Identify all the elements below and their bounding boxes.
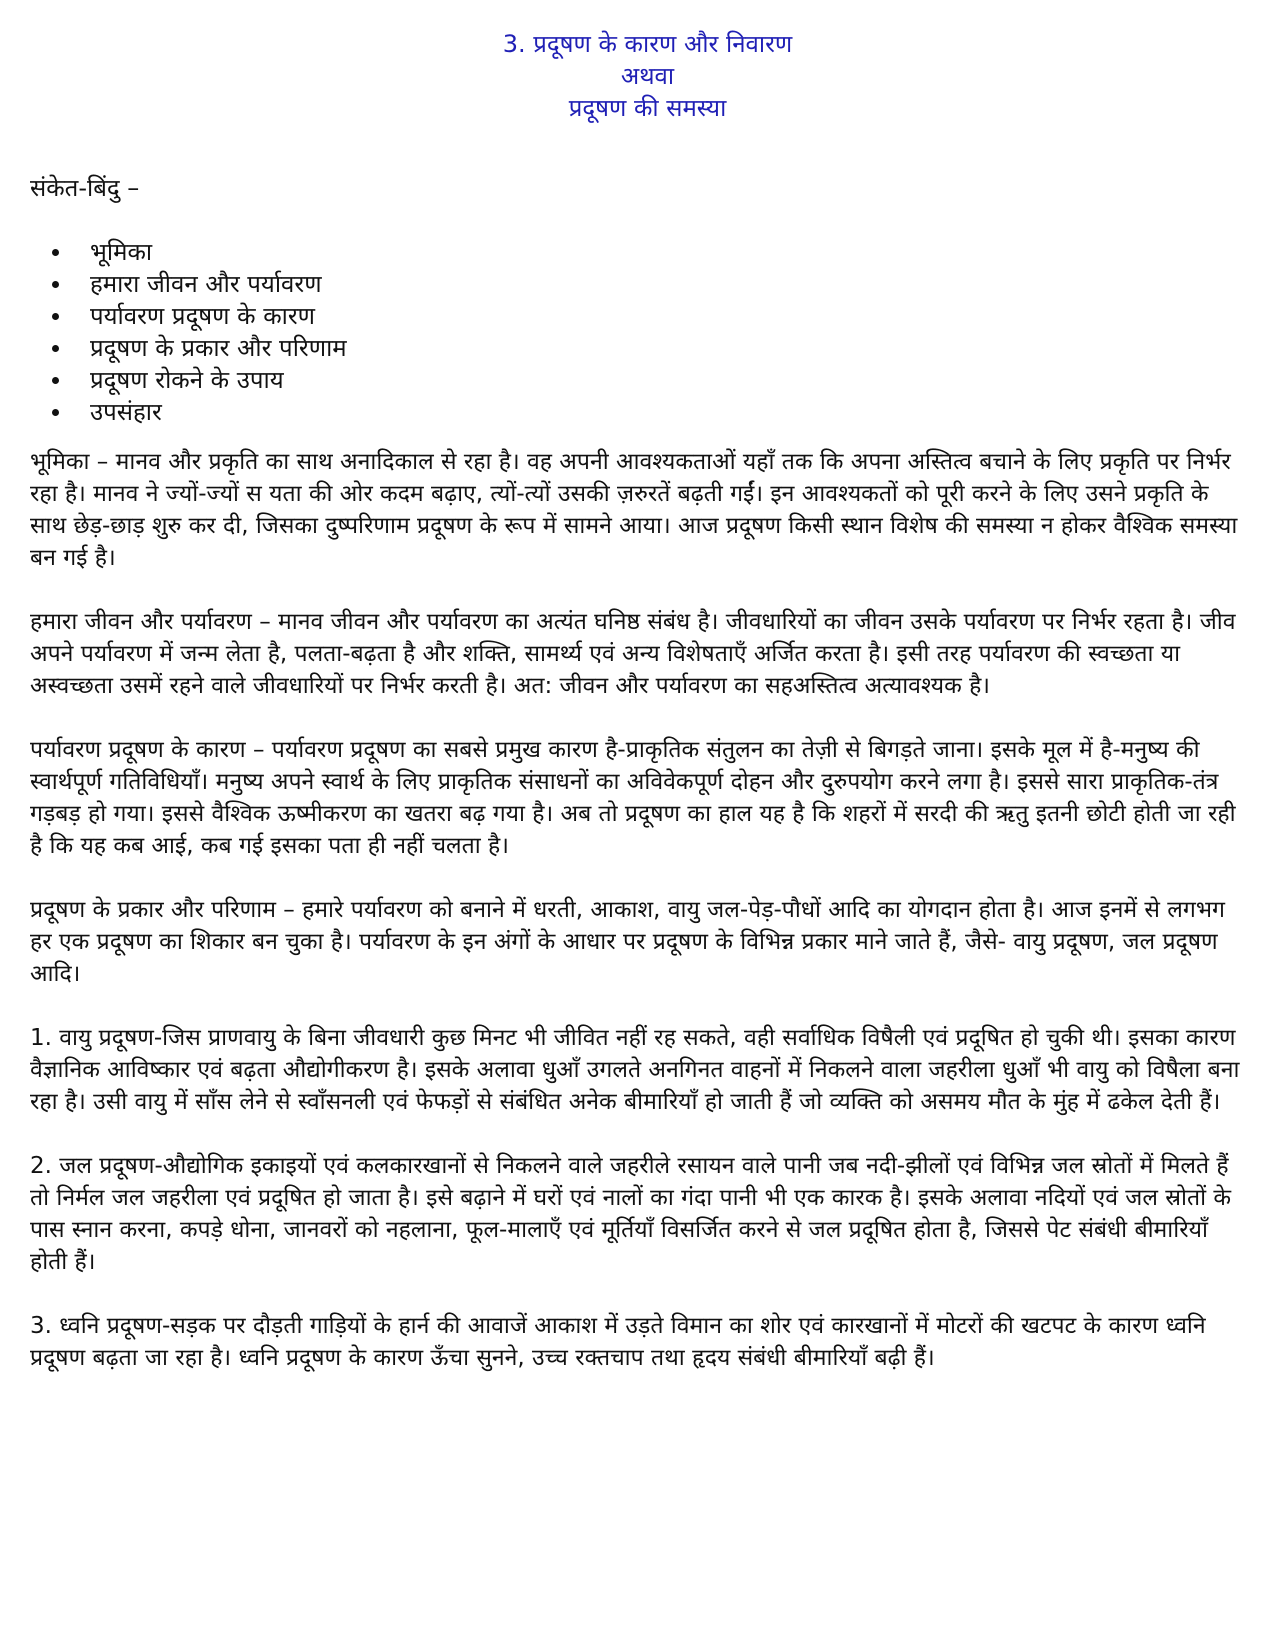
paragraph-noise-pollution: 3. ध्वनि प्रदूषण-सड़क पर दौड़ती गाड़ियों के हार्न की आवाजें आकाश में उड़ते विमान का शोर एवं कारखानों में मोटरों की खटपट के कारण ध्वनि प्रदूषण बढ़ता जा रहा है। ध्वनि प्रदूषण के कारण ऊँचा सुनने, उच्च रक्तचाप तथा हृदय संबंधी बीमारियाँ बढ़ी हैं। <box>30 1313 1206 1371</box>
paragraph-introduction: भूमिका – मानव और प्रकृति का साथ अनादिकाल से रहा है। वह अपनी आवश्यकताओं यहाँ तक कि अपना अस्तित्व बचाने के लिए प्रकृति पर निर्भर रहा है। मानव ने ज्यों-ज्यों स यता की ओर कदम बढ़ाए, त्यों-त्यों उसकी ज़रुरतें बढ़ती गईं। इन आवश्यकतों को पूरी करने के लिए उसने प्रकृति के साथ छेड़-छाड़ शुरु कर दी, जिसका दुष्परिणाम प्रदूषण के रूप में सामने आया। आज प्रदूषण किसी स्थान विशेष की समस्या न होकर वैश्विक समस्या बन गई है। <box>30 449 1238 571</box>
list-item-text: प्रदूषण के प्रकार और परिणाम <box>90 334 347 362</box>
list-item-text: उपसंहार <box>90 398 162 426</box>
paragraph-causes: पर्यावरण प्रदूषण के कारण – पर्यावरण प्रदूषण का सबसे प्रमुख कारण है-प्राकृतिक संतुलन का तेज़ी से बिगड़ते जाना। इसके मूल में है-मनुष्य की स्वार्थपूर्ण गतिविधियाँ। मनुष्य अपने स्वार्थ के लिए प्राकृतिक संसाधनों का अविवेकपूर्ण दोहन और दुरुपयोग करने लगा है। इससे सारा प्राकृतिक-तंत्र गड़बड़ हो गया। इससे वैश्विक ऊष्मीकरण का खतरा बढ़ गया है। अब तो प्रदूषण का हाल यह है कि शहरों में सरदी की ऋतु इतनी छोटी होती जा रही है कि यह कब आई, कब गई इसका पता ही नहीं चलता है। <box>30 737 1236 859</box>
list-item <box>30 332 1245 364</box>
paragraph-air-pollution: 1. वायु प्रदूषण-जिस प्राणवायु के बिना जीवधारी कुछ मिनट भी जीवित नहीं रह सकते, वही सर्वाधिक विषैली एवं प्रदूषित हो चुकी थी। इसका कारण वैज्ञानिक आविष्कार एवं बढ़ता औद्योगीकरण है। इसके अलावा धुआँ उगलते अनगिनत वाहनों में निकलने वाला जहरीला धुआँ भी वायु को विषैला बना रहा है। उसी वायु में साँस लेने से स्वाँसनली एवं फेफड़ों से संबंधित अनेक बीमारियाँ हो जाती हैं जो व्यक्ति को असमय मौत के मुंह में ढकेल देती हैं। <box>30 1025 1240 1115</box>
list-item-text: प्रदूषण रोकने के उपाय <box>90 366 284 394</box>
bullet-icon <box>52 313 59 320</box>
paragraph-water-pollution: 2. जल प्रदूषण-औद्योगिक इकाइयों एवं कलकारखानों से निकलने वाले जहरीले रसायन वाले पानी जब नदी-झीलों एवं विभिन्न जल स्रोतों में मिलते हैं तो निर्मल जल जहरीला एवं प्रदूषित हो जाता है। इसे बढ़ाने में घरों एवं नालों का गंदा पानी भी एक कारक है। इसके अलावा नदियों एवं जल स्रोतों के पास स्नान करना, कपड़े धोना, जानवरों को नहलाना, फूल-मालाएँ एवं मूर्तियाँ विसर्जित करने से जल प्रदूषित होता है, जिससे पेट संबंधी बीमारियाँ होती हैं। <box>30 1153 1232 1275</box>
paragraph-life-and-environment: हमारा जीवन और पर्यावरण – मानव जीवन और पर्यावरण का अत्यंत घनिष्ठ संबंध है। जीवधारियों का जीवन उसके पर्यावरण पर निर्भर रहता है। जीव अपने पर्यावरण में जन्म लेता है, पलता-बढ़ता है और शक्ति, सामर्थ्य एवं अन्य विशेषताएँ अर्जित करता है। इसी तरह पर्यावरण की स्वच्छता या अस्वच्छता उसमें रहने वाले जीवधारियों पर निर्भर करती है। अत: जीवन और पर्यावरण का सहअस्तित्व अत्यावश्यक है। <box>30 609 1236 699</box>
bullet-icon <box>52 377 59 384</box>
hint-points-label: संकेत-बिंदु – <box>30 174 140 202</box>
bullet-icon <box>52 409 59 416</box>
title-line-2: अथवा <box>620 62 675 90</box>
list-item <box>30 236 1245 268</box>
bullet-icon <box>52 281 59 288</box>
list-item <box>30 396 1245 428</box>
list-item <box>30 300 1245 332</box>
list-item <box>30 268 1245 300</box>
list-item-text: भूमिका <box>90 238 153 266</box>
hint-points-list <box>30 236 1245 428</box>
bullet-icon <box>52 345 59 352</box>
title-line-1: 3. प्रदूषण के कारण और निवारण <box>502 30 793 58</box>
bullet-icon <box>52 249 59 256</box>
paragraph-types-and-results: प्रदूषण के प्रकार और परिणाम – हमारे पर्यावरण को बनाने में धरती, आकाश, वायु जल-पेड़-पौधों आदि का योगदान होता है। आज इनमें से लगभग हर एक प्रदूषण का शिकार बन चुका है। पर्यावरण के इन अंगों के आधार पर प्रदूषण के विभिन्न प्रकार माने जाते हैं, जैसे- वायु प्रदूषण, जल प्रदूषण आदि। <box>30 897 1225 987</box>
list-item <box>30 364 1245 396</box>
list-item-text: पर्यावरण प्रदूषण के कारण <box>90 302 316 330</box>
title-line-3: प्रदूषण की समस्या <box>568 94 727 122</box>
list-item-text: हमारा जीवन और पर्यावरण <box>90 270 322 298</box>
essay-title <box>50 28 1245 124</box>
